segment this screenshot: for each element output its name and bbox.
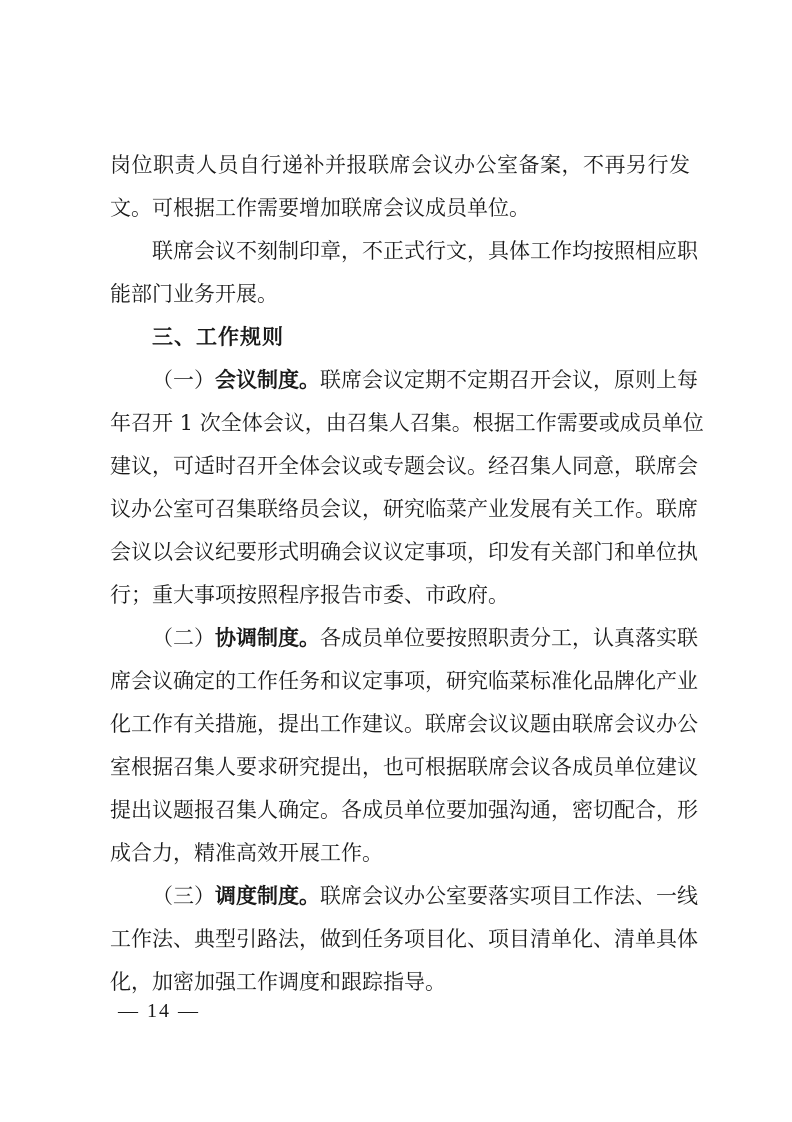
paragraph-line: 会议以会议纪要形式明确会议议定事项，印发有关部门和单位执 [110,540,698,564]
paragraph-line: 联席会议不刻制印章，不正式行文，具体工作均按照相应职 [152,239,698,263]
paragraph-line [152,881,698,911]
clause-text: 联席会议定期不定期召开会议，原则上每 [320,368,698,392]
clause-title: 调度制度。 [215,883,320,908]
paragraph-line [152,365,698,395]
paragraph-line: 成合力，精准高效开展工作。 [110,841,383,865]
paragraph-line: 能部门业务开展。 [110,282,278,306]
clause-text: 各成员单位要按照职责分工，认真落实联 [320,626,698,650]
clause-text: 联席会议办公室要落实项目工作法、一线 [320,884,698,908]
paragraph-line [152,623,698,653]
paragraph-line: 室根据召集人要求研究提出，也可根据联席会议各成员单位建议 [110,755,698,779]
section-heading: 三、工作规则 [152,325,284,349]
clause-number: （二） [152,626,215,650]
paragraph-line: 文。可根据工作需要增加联席会议成员单位。 [110,196,530,220]
clause-title: 协调制度。 [215,625,320,650]
clause-number: （三） [152,884,215,908]
paragraph-line: 行；重大事项按照程序报告市委、市政府。 [110,583,509,607]
paragraph-line: 建议，可适时召开全体会议或专题会议。经召集人同意，联席会 [110,454,698,478]
paragraph-line: 化工作有关措施，提出工作建议。联席会议议题由联席会议办公 [110,712,698,736]
clause-number: （一） [152,368,215,392]
page-number: — 14 — [118,1000,200,1022]
paragraph-line: 席会议确定的工作任务和议定事项，研究临菜标准化品牌化产业 [110,669,698,693]
paragraph-line: 岗位职责人员自行递补并报联席会议办公室备案，不再另行发 [110,153,690,177]
paragraph-line: 议办公室可召集联络员会议，研究临菜产业发展有关工作。联席 [110,497,698,521]
paragraph-line: 化，加密加强工作调度和跟踪指导。 [110,970,446,994]
paragraph-line: 年召开 1 次全体会议，由召集人召集。根据工作需要或成员单位 [110,411,704,435]
paragraph-line: 提出议题报召集人确定。各成员单位要加强沟通，密切配合，形 [110,798,698,822]
paragraph-line: 工作法、典型引路法，做到任务项目化、项目清单化、清单具体 [110,927,698,951]
clause-title: 会议制度。 [215,367,320,392]
